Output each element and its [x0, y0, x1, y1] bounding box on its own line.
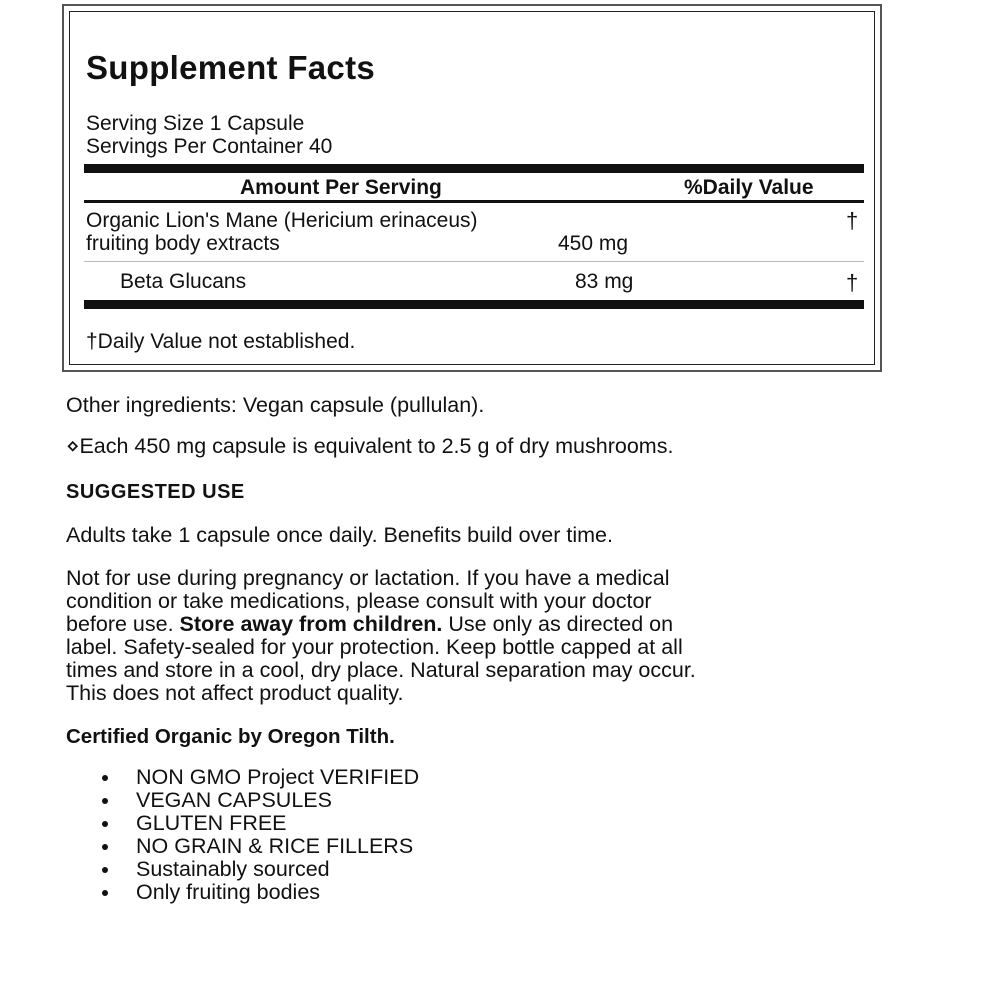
list-item: Only fruiting bodies [102, 881, 419, 904]
warning-line3-post: Use only as directed on [442, 612, 674, 636]
suggested-use-text: Adults take 1 capsule once daily. Benefits build over time. [66, 523, 613, 547]
bullet-icon [102, 867, 108, 873]
list-item: NO GRAIN & RICE FILLERS [102, 835, 419, 858]
certified-organic: Certified Organic by Oregon Tilth. [66, 725, 395, 748]
header-divider [84, 200, 864, 203]
ingredient-amount: 450 mg [558, 232, 629, 255]
bullet-icon [102, 890, 108, 896]
warning-line5: times and store in a cool, dry place. Natural separation may occur. [66, 658, 696, 682]
servings-per-container: Servings Per Container 40 [86, 135, 333, 158]
bullet-icon [102, 798, 108, 804]
supplement-facts-title: Supplement Facts [86, 49, 376, 86]
ingredient-dv: † [846, 208, 859, 233]
bullet-icon [102, 821, 108, 827]
capsule-equivalence: ⋄Each 450 mg capsule is equivalent to 2.5 g of dry mushrooms. [66, 434, 674, 458]
beta-glucans-amount: 83 mg [575, 270, 634, 293]
daily-value-header: %Daily Value [684, 176, 814, 199]
other-ingredients: Other ingredients: Vegan capsule (pullulan). [66, 393, 485, 417]
supplement-facts-panel [62, 4, 882, 372]
thick-divider [84, 164, 864, 173]
warning-line6: This does not affect product quality. [66, 681, 404, 705]
row-divider [84, 261, 864, 262]
bottom-thick-divider [84, 300, 864, 309]
warning-line2: condition or take medications, please consult with your doctor [66, 589, 652, 613]
warning-line1: Not for use during pregnancy or lactation. If you have a medical [66, 566, 670, 590]
list-item: GLUTEN FREE [102, 812, 419, 835]
warning-line3 [66, 613, 673, 636]
supplement-facts-inner-border [69, 11, 875, 365]
daily-value-footnote: †Daily Value not established. [86, 330, 356, 353]
warning-line4: label. Safety-sealed for your protection. Keep bottle capped at all [66, 635, 683, 659]
ingredient-name-line2: fruiting body extracts [86, 232, 280, 255]
beta-glucans-name: Beta Glucans [120, 270, 247, 293]
list-item: Sustainably sourced [102, 858, 419, 881]
bullet-icon [102, 775, 108, 781]
list-item: VEGAN CAPSULES [102, 789, 419, 812]
serving-size: Serving Size 1 Capsule [86, 112, 305, 135]
bullet-icon [102, 844, 108, 850]
suggested-use-heading: SUGGESTED USE [66, 481, 245, 503]
beta-glucans-dv: † [846, 270, 859, 295]
store-away-warning: Store away from children. [179, 612, 443, 636]
warning-line3-pre: before use. [66, 612, 180, 636]
list-item: NON GMO Project VERIFIED [102, 766, 419, 789]
ingredient-name-line1: Organic Lion's Mane (Hericium erinaceus) [86, 209, 478, 232]
feature-list [102, 766, 419, 904]
amount-per-serving-header: Amount Per Serving [240, 176, 442, 199]
